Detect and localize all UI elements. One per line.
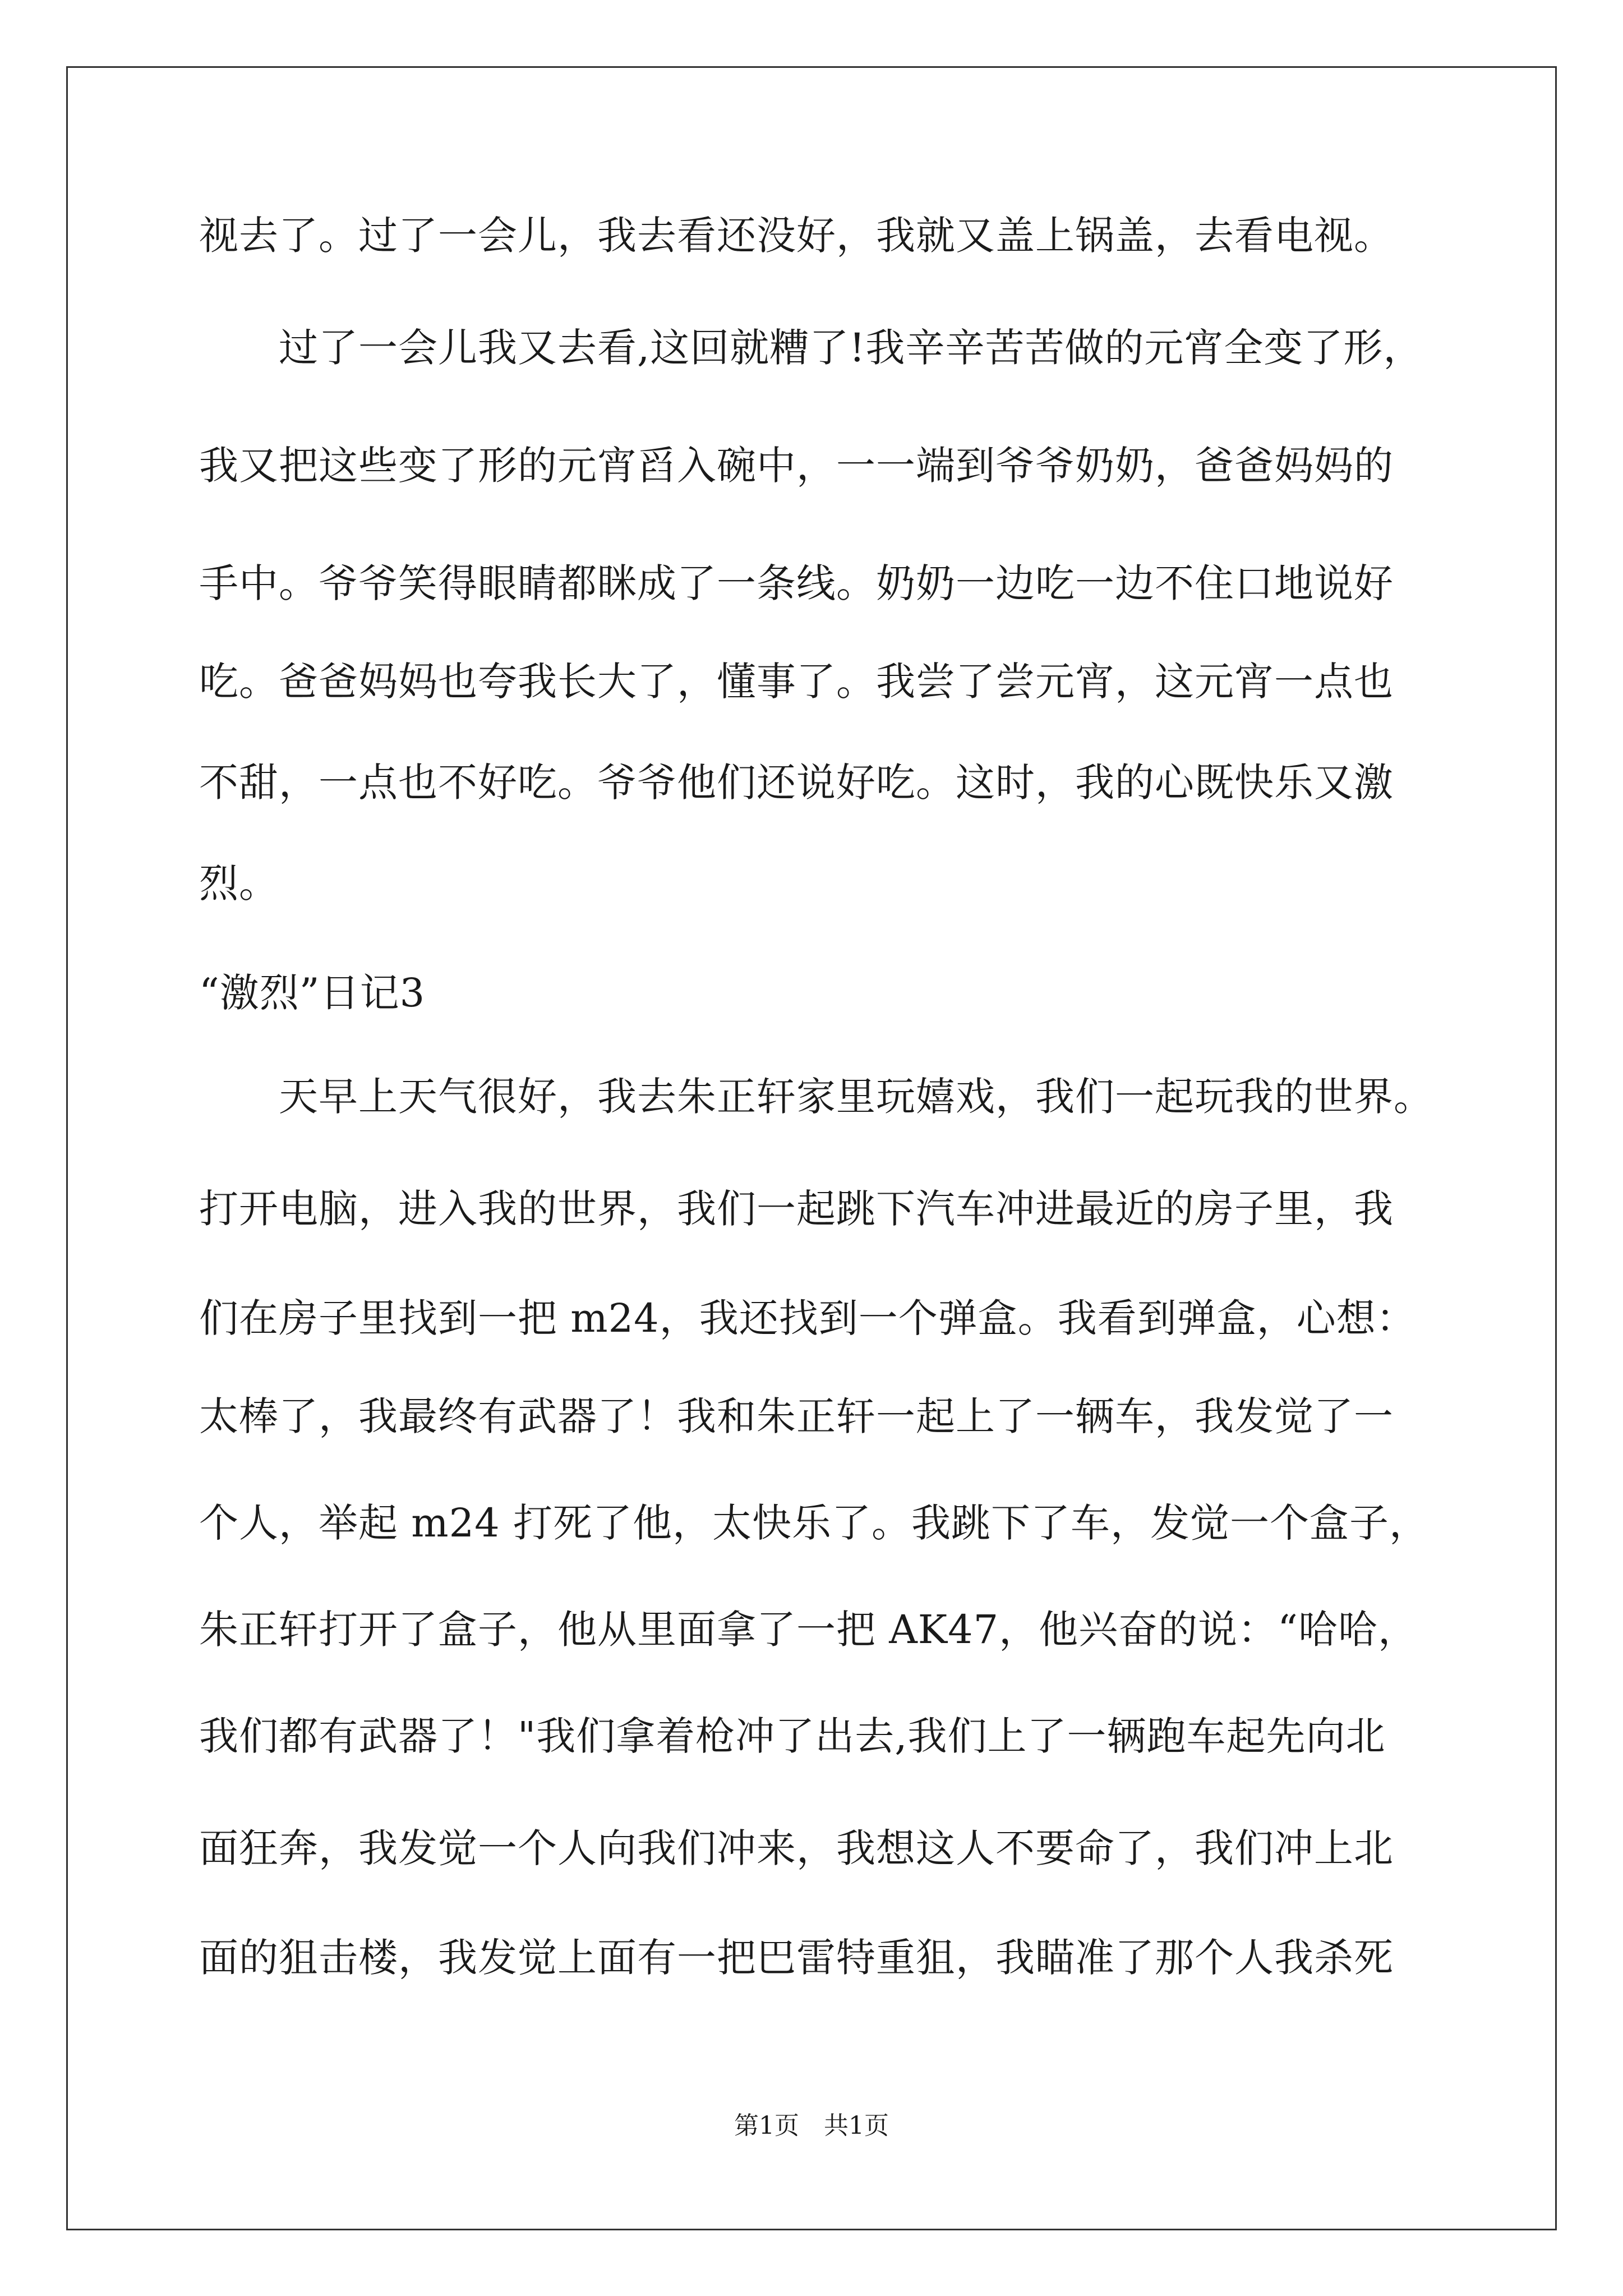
paragraph-line: 面的狙击楼，我发觉上面有一把巴雷特重狙，我瞄准了那个人我杀死 [199,1935,1394,1981]
paragraph-line: 过了一会儿我又去看,这回就糟了!我辛辛苦苦做的元宵全变了形， [199,325,1423,371]
paragraph-line: 朱正轩打开了盒子，他从里面拿了一把 AK47，他兴奋的说：“哈哈， [199,1607,1418,1653]
paragraph-line: 手中。爷爷笑得眼睛都眯成了一条线。奶奶一边吃一边不住口地说好 [199,560,1394,606]
paragraph-line: 天早上天气很好，我去朱正轩家里玩嬉戏，我们一起玩我的世界。 [199,1074,1433,1120]
section-heading: “激烈”日记3 [199,970,426,1016]
page-border [66,66,1557,2230]
paragraph-line: 打开电脑，进入我的世界，我们一起跳下汽车冲进最近的房子里，我 [199,1186,1394,1232]
paragraph-line: 吃。爸爸妈妈也夸我长大了，懂事了。我尝了尝元宵，这元宵一点也 [199,659,1394,705]
paragraph-line: 个人，举起 m24 打死了他，太快乐了。我跳下了车，发觉一个盒子， [199,1500,1429,1546]
paragraph-line: 不甜，一点也不好吃。爷爷他们还说好吃。这时，我的心既快乐又激 [199,760,1394,806]
paragraph-line: 们在房子里找到一把 m24，我还找到一个弹盒。我看到弹盒，心想： [199,1295,1416,1341]
paragraph-line: 视去了。过了一会儿，我去看还没好，我就又盖上锅盖，去看电视。 [199,213,1394,259]
page-number-footer: 第1页 共1页 [734,2111,889,2140]
paragraph-line: 我又把这些变了形的元宵舀入碗中，一一端到爷爷奶奶，爸爸妈妈的 [199,443,1394,489]
paragraph-line: 面狂奔，我发觉一个人向我们冲来，我想这人不要命了，我们冲上北 [199,1825,1394,1871]
paragraph-line: 烈。 [199,861,279,907]
paragraph-line: 太棒了，我最终有武器了！我和朱正轩一起上了一辆车，我发觉了一 [199,1393,1394,1439]
paragraph-line: 我们都有武器了！"我们拿着枪冲了出去,我们上了一辆跑车起先向北 [199,1713,1386,1759]
